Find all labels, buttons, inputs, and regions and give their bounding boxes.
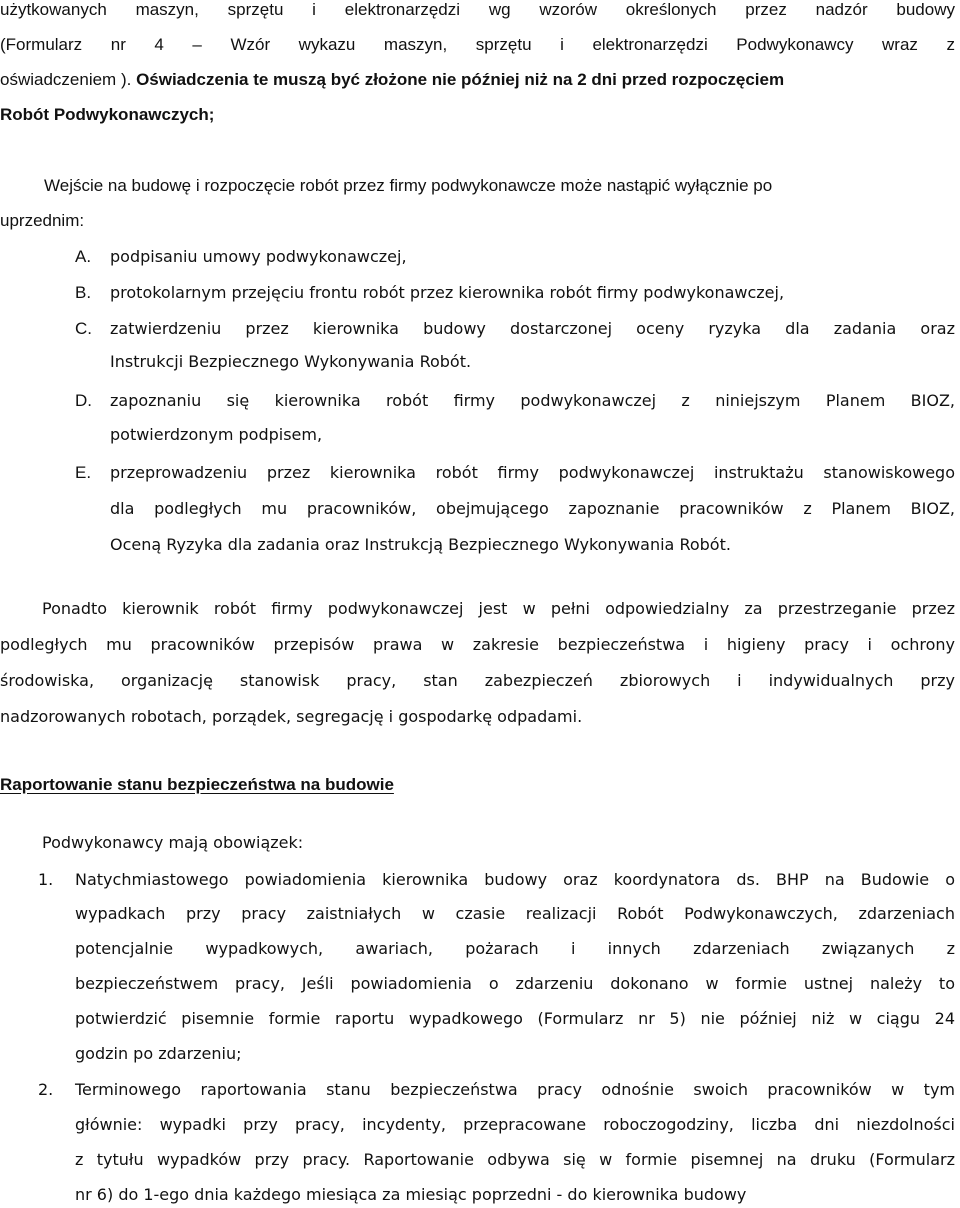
obligation-2-line-4: nr 6) do 1-ego dnia każdego miesiąca za miesiąc poprzedni - do kierownika budowy — [75, 1185, 747, 1204]
obligation-2-line-3: z tytułu wypadków przy pracy. Raportowanie odbywa się w formie pisemnej na druku (Formularz — [75, 1150, 955, 1169]
condition-marker-c: C. — [75, 319, 92, 338]
condition-b-line-1: protokolarnym przejęciu frontu robót przez kierownika robót firmy podwykonawczej, — [110, 283, 785, 302]
condition-e-line-2: dla podległych mu pracowników, obejmującego zapoznanie pracowników z Planem BIOZ, — [110, 499, 955, 518]
obligation-2-line-1: Terminowego raportowania stanu bezpieczeństwa pracy odnośnie swoich pracowników w tym — [75, 1080, 955, 1099]
top-paragraph-line-4: Robót Podwykonawczych; — [0, 105, 215, 124]
obligation-1-line-6: godzin po zdarzeniu; — [75, 1044, 242, 1063]
condition-marker-b: B. — [75, 283, 92, 302]
obligation-marker-1: 1. — [38, 870, 54, 889]
condition-d-line-1: zapoznaniu się kierownika robót firmy podwykonawczej z niniejszym Planem BIOZ, — [110, 391, 955, 410]
top-paragraph-line-2: (Formularz nr 4 – Wzór wykazu maszyn, sprzętu i elektronarzędzi Podwykonawcy wraz z — [0, 35, 955, 54]
obligation-intro: Podwykonawcy mają obowiązek: — [42, 833, 304, 852]
top-paragraph-line-1: użytkowanych maszyn, sprzętu i elektronarzędzi wg wzorów określonych przez nadzór budowy — [0, 0, 955, 19]
top-paragraph-line-3-normal: oświadczeniem ). — [0, 70, 137, 89]
obligation-marker-2: 2. — [38, 1080, 54, 1099]
condition-e-line-1: przeprowadzeniu przez kierownika robót firmy podwykonawczej instruktażu stanowiskowego — [110, 463, 955, 482]
condition-marker-e: E. — [75, 463, 92, 482]
responsibility-line-1: Ponadto kierownik robót firmy podwykonawczej jest w pełni odpowiedzialny za przestrzeganie przez — [42, 599, 955, 618]
entry-paragraph-line-1: Wejście na budowę i rozpoczęcie robót przez firmy podwykonawcze może nastąpić wyłącznie po — [44, 176, 773, 195]
condition-d-line-2: potwierdzonym podpisem, — [110, 425, 323, 444]
obligation-1-line-4: bezpieczeństwem pracy, Jeśli powiadomienia o zdarzeniu dokonano w formie ustnej należy to — [75, 974, 955, 993]
obligation-2-line-2: głównie: wypadki przy pracy, incydenty, przepracowane roboczogodziny, liczba dni niezdolności — [75, 1115, 955, 1134]
condition-e-line-3: Oceną Ryzyka dla zadania oraz Instrukcją Bezpiecznego Wykonywania Robót. — [110, 535, 731, 554]
condition-c-line-2: Instrukcji Bezpiecznego Wykonywania Robót. — [110, 352, 472, 371]
section-heading: Raportowanie stanu bezpieczeństwa na budowie — [0, 775, 394, 794]
responsibility-line-4: nadzorowanych robotach, porządek, segregację i gospodarkę odpadami. — [0, 707, 583, 726]
entry-paragraph-line-2: uprzednim: — [0, 211, 85, 230]
top-paragraph-line-3 — [0, 69, 958, 91]
obligation-1-line-1: Natychmiastowego powiadomienia kierownika budowy oraz koordynatora ds. BHP na Budowie o — [75, 870, 955, 889]
top-paragraph-line-3-bold: Oświadczenia te muszą być złożone nie później niż na 2 dni przed rozpoczęciem — [136, 70, 785, 89]
condition-marker-d: D. — [75, 391, 92, 410]
condition-marker-a: A. — [75, 247, 92, 266]
condition-c-line-1: zatwierdzeniu przez kierownika budowy dostarczonej oceny ryzyka dla zadania oraz — [110, 319, 955, 338]
obligation-1-line-2: wypadkach przy pracy zaistniałych w czasie realizacji Robót Podwykonawczych, zdarzeniach — [75, 904, 955, 923]
obligation-1-line-5: potwierdzić pisemnie formie raportu wypadkowego (Formularz nr 5) nie później niż w ciągu 24 — [75, 1009, 955, 1028]
responsibility-line-3: środowiska, organizację stanowisk pracy, stan zabezpieczeń zbiorowych i indywidualnych przy — [0, 671, 955, 690]
responsibility-line-2: podległych mu pracowników przepisów prawa w zakresie bezpieczeństwa i higieny pracy i ochrony — [0, 635, 955, 654]
condition-a-line-1: podpisaniu umowy podwykonawczej, — [110, 247, 407, 266]
obligation-1-line-3: potencjalnie wypadkowych, awariach, pożarach i innych zdarzeniach związanych z — [75, 939, 955, 958]
